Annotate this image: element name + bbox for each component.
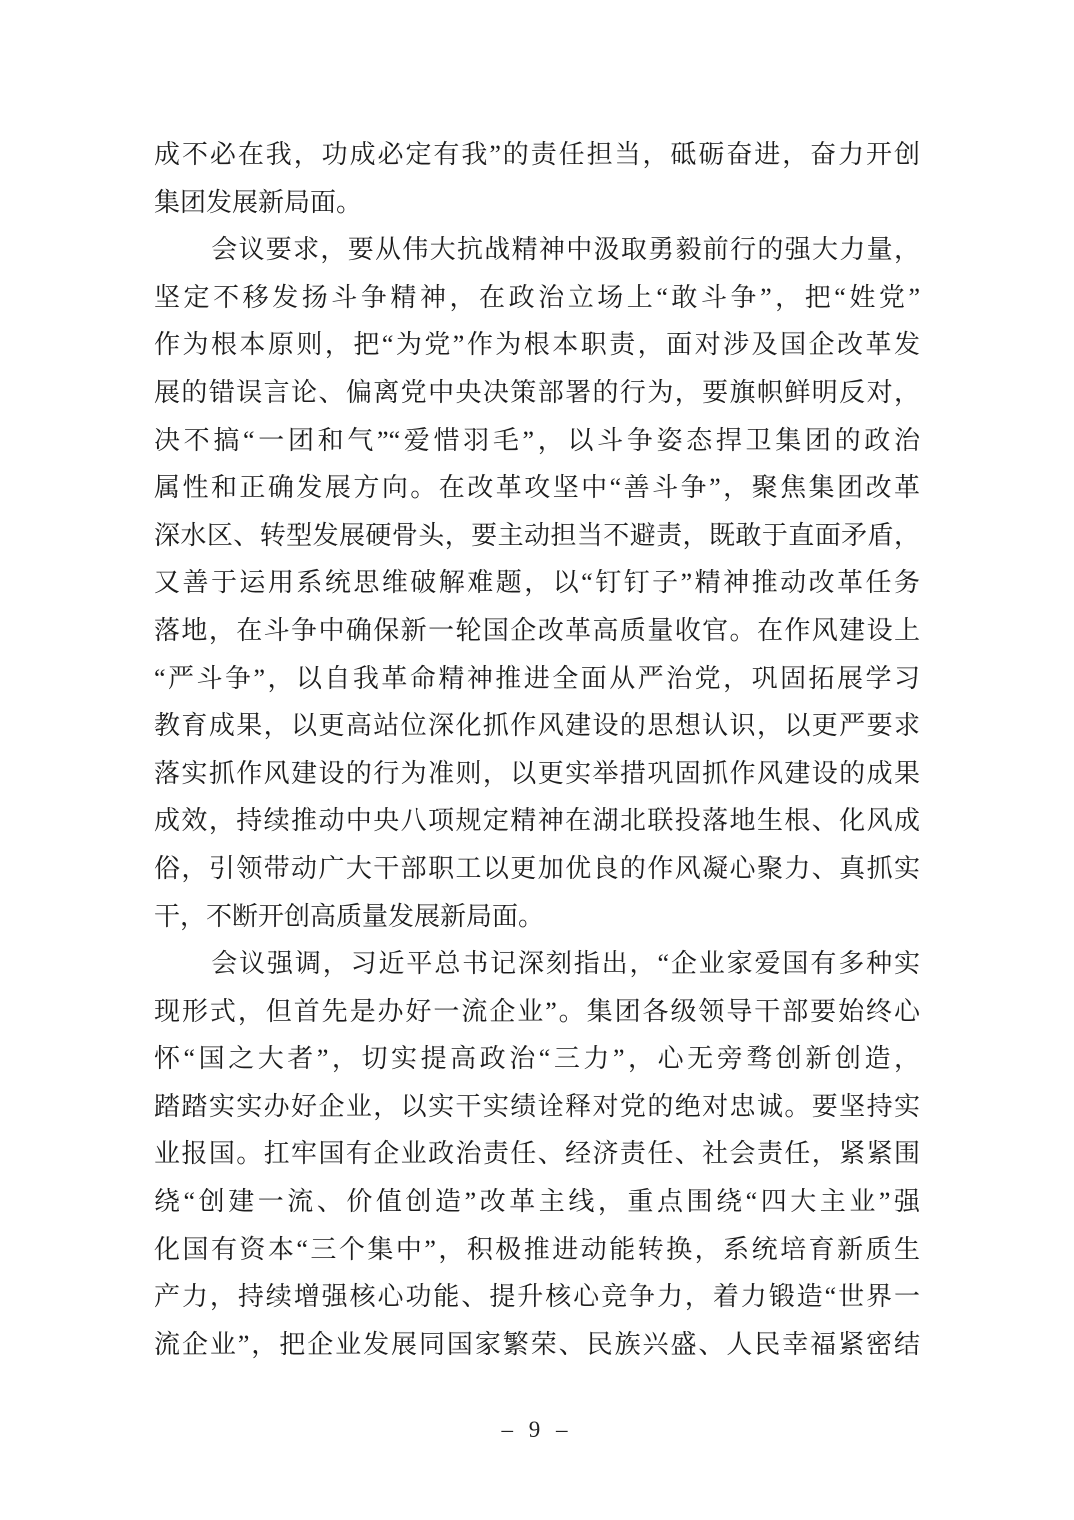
text-line: 会议要求，要从伟大抗战精神中汲取勇毅前行的强大力量， [211, 235, 920, 265]
document-body [154, 131, 920, 1368]
text-line: 绕“创建一流、价值创造”改革主线，重点围绕“四大主业”强 [154, 1187, 920, 1217]
text-line: 作为根本原则，把“为党”作为根本职责，面对涉及国企改革发 [154, 330, 920, 360]
text-line: 落地，在斗争中确保新一轮国企改革高质量收官。在作风建设上 [154, 615, 920, 645]
text-line: 产力，持续增强核心功能、提升核心竞争力，着力锻造“世界一 [154, 1282, 920, 1312]
text-line: “严斗争”，以自我革命精神推进全面从严治党，巩固拓展学习 [154, 663, 920, 693]
text-line: 流企业”，把企业发展同国家繁荣、民族兴盛、人民幸福紧密结 [154, 1329, 920, 1359]
text-line: 展的错误言论、偏离党中央决策部署的行为，要旗帜鲜明反对， [154, 377, 920, 407]
text-line: 现形式，但首先是办好一流企业”。集团各级领导干部要始终心 [154, 996, 920, 1026]
text-line: 业报国。扛牢国有企业政治责任、经济责任、社会责任，紧紧围 [154, 1139, 920, 1169]
text-line: 怀“国之大者”，切实提高政治“三力”，心无旁骛创新创造， [154, 1044, 920, 1074]
text-line: 成效，持续推动中央八项规定精神在湖北联投落地生根、化风成 [154, 806, 920, 836]
text-line: 成不必在我，功成必定有我”的责任担当，砥砺奋进，奋力开创 [154, 140, 920, 169]
text-line: 教育成果，以更高站位深化抓作风建设的思想认识，以更严要求 [154, 711, 920, 741]
text-line: 又善于运用系统思维破解难题，以“钉钉子”精神推动改革任务 [154, 568, 920, 598]
text-line: 决不搞“一团和气”“爱惜羽毛”，以斗争姿态捍卫集团的政治 [154, 425, 920, 455]
page-number: – 9 – [501, 1417, 573, 1442]
text-line: 俗，引领带动广大干部职工以更加优良的作风凝心聚力、真抓实 [154, 853, 920, 883]
text-line: 干，不断开创高质量发展新局面。 [154, 901, 545, 931]
text-line: 化国有资本“三个集中”，积极推进动能转换，系统培育新质生 [154, 1234, 920, 1264]
text-line: 踏踏实实办好企业，以实干实绩诠释对党的绝对忠诚。要坚持实 [154, 1091, 920, 1121]
text-line: 深水区、转型发展硬骨头，要主动担当不避责，既敢于直面矛盾， [154, 520, 920, 550]
text-line: 属性和正确发展方向。在改革攻坚中“善斗争”，聚焦集团改革 [154, 473, 920, 503]
text-line: 会议强调，习近平总书记深刻指出，“企业家爱国有多种实 [211, 949, 920, 979]
text-line: 落实抓作风建设的行为准则，以更实举措巩固抓作风建设的成果 [154, 758, 920, 788]
text-line: 坚定不移发扬斗争精神，在政治立场上“敢斗争”，把“姓党” [154, 282, 920, 312]
text-line: 集团发展新局面。 [154, 187, 363, 217]
